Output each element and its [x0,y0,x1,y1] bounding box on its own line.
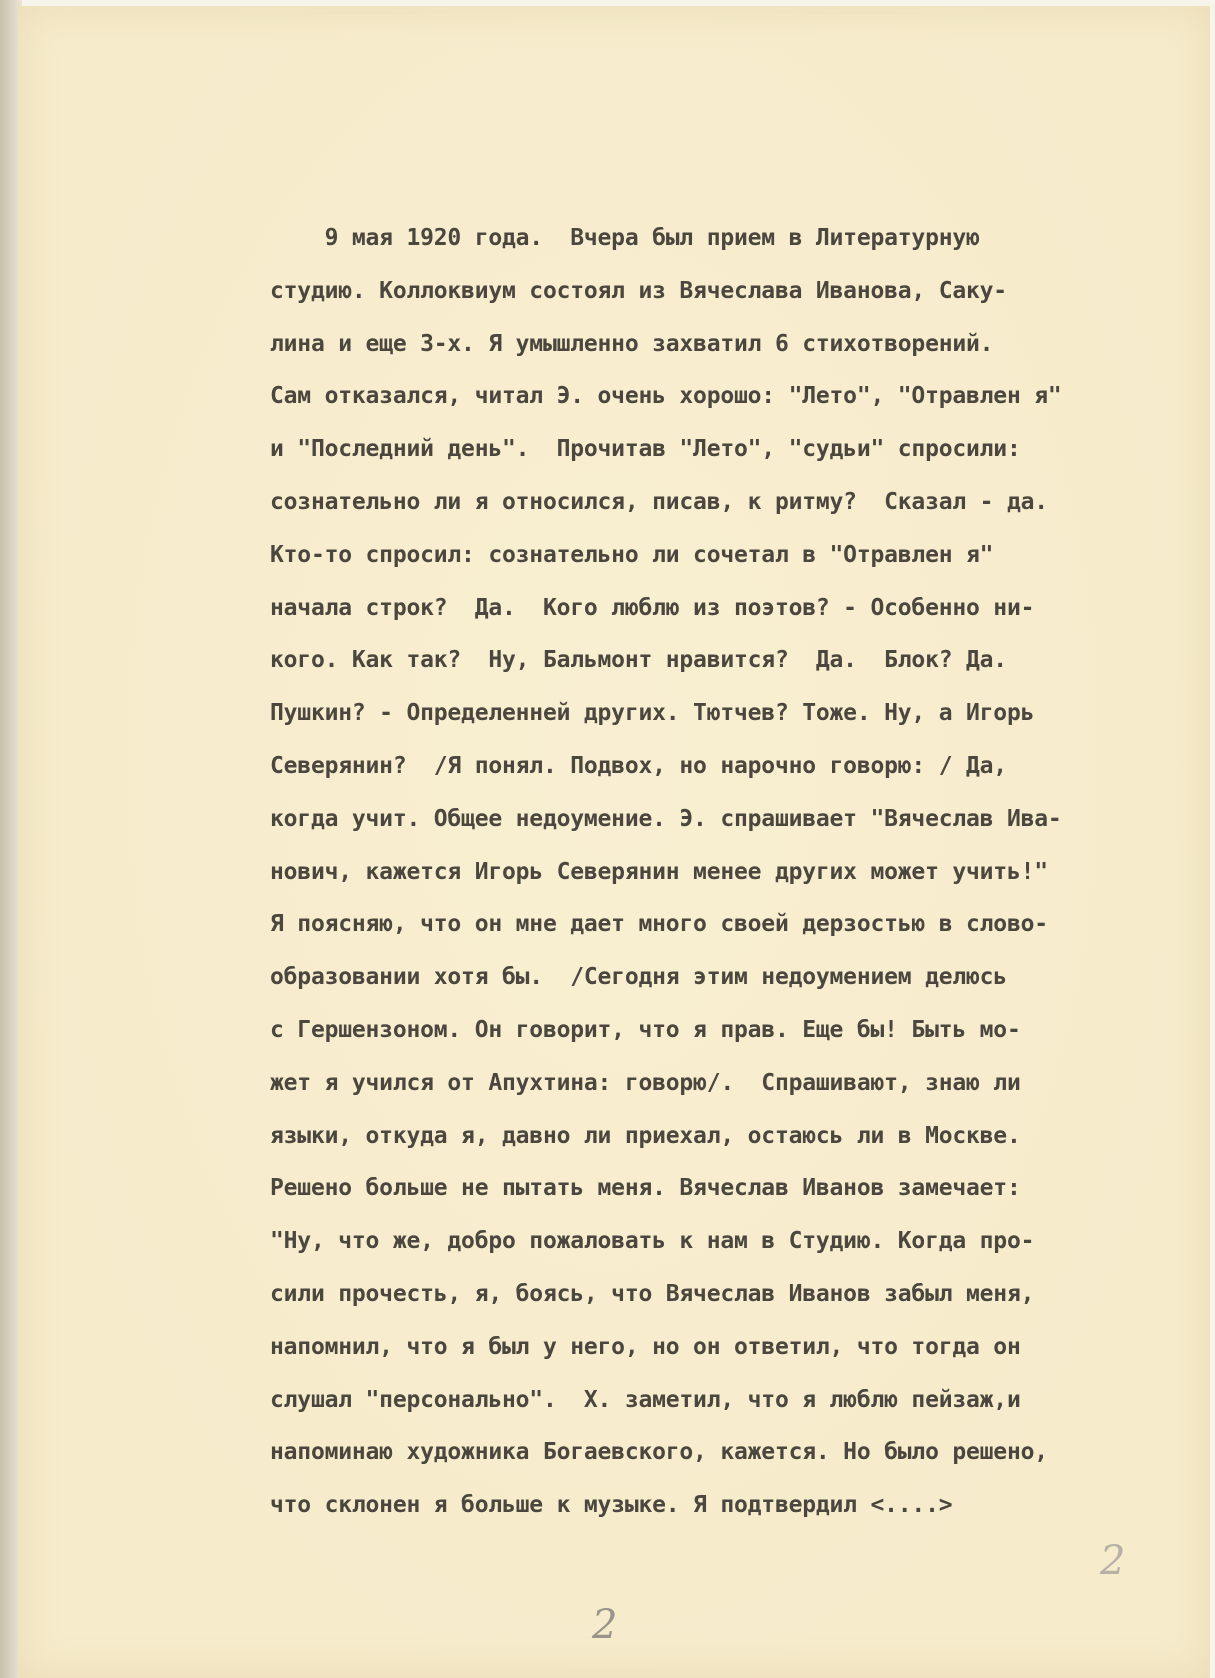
text-line: слушал "персонально". Х. заметил, что я люблю пейзаж,и [270,1386,1021,1413]
text-line: жет я учился от Апухтина: говорю/. Спрашивают, знаю ли [270,1069,1021,1096]
text-line: что склонен я больше к музыке. Я подтвердил <....> [270,1492,953,1519]
text-line: Сам отказался, читал Э. очень хорошо: "Лето", "Отравлен я" [270,383,1062,410]
text-line: языки, откуда я, давно ли приехал, остаюсь ли в Москве. [270,1122,1021,1149]
handwritten-page-number: 2 [592,1602,618,1648]
text-line: нович, кажется Игорь Северянин менее других может учить!" [270,858,1048,885]
text-line: и "Последний день". Прочитав "Лето", "судьи" спросили: [270,436,1021,463]
text-line: Я поясняю, что он мне дает много своей дерзостью в слово- [270,911,1048,938]
typewritten-body [270,212,1150,1532]
text-line: Пушкин? - Определенней других. Тютчев? Тоже. Ну, а Игорь [270,700,1035,727]
handwritten-page-number-corner: 2 [1100,1538,1126,1584]
text-line: Решено больше не пытать меня. Вячеслав Иванов замечает: [270,1175,1021,1202]
text-line: когда учит. Общее недоумение. Э. спрашивает "Вячеслав Ива- [270,805,1062,832]
text-line: студию. Коллоквиум состоял из Вячеслава Иванова, Саку- [270,277,1007,304]
text-line: Кто-то спросил: сознательно ли сочетал в "Отравлен я" [270,541,994,568]
text-line: образовании хотя бы. /Сегодня этим недоумением делюсь [270,964,1007,991]
text-line: начала строк? Да. Кого люблю из поэтов? - Особенно ни- [270,594,1035,621]
text-line: "Ну, что же, добро пожаловать к нам в Студию. Когда про- [270,1228,1035,1255]
text-line: сили прочесть, я, боясь, что Вячеслав Иванов забыл меня, [270,1280,1035,1307]
text-line: с Гершензоном. Он говорит, что я прав. Еще бы! Быть мо- [270,1016,1021,1043]
text-line: Северянин? /Я понял. Подвох, но нарочно говорю: / Да, [270,752,1007,779]
text-line: напоминаю художника Богаевского, кажется. Но было решено, [270,1439,1048,1466]
text-line: кого. Как так? Ну, Бальмонт нравится? Да. Блок? Да. [270,647,1007,674]
text-line: лина и еще 3-х. Я умышленно захватил 6 стихотворений. [270,330,994,357]
text-line: 9 мая 1920 года. Вчера был прием в Литературную [270,225,980,251]
text-line: напомнил, что я был у него, но он ответил, что тогда он [270,1333,1021,1360]
text-line: сознательно ли я относился, писав, к ритму? Сказал - да. [270,488,1048,515]
